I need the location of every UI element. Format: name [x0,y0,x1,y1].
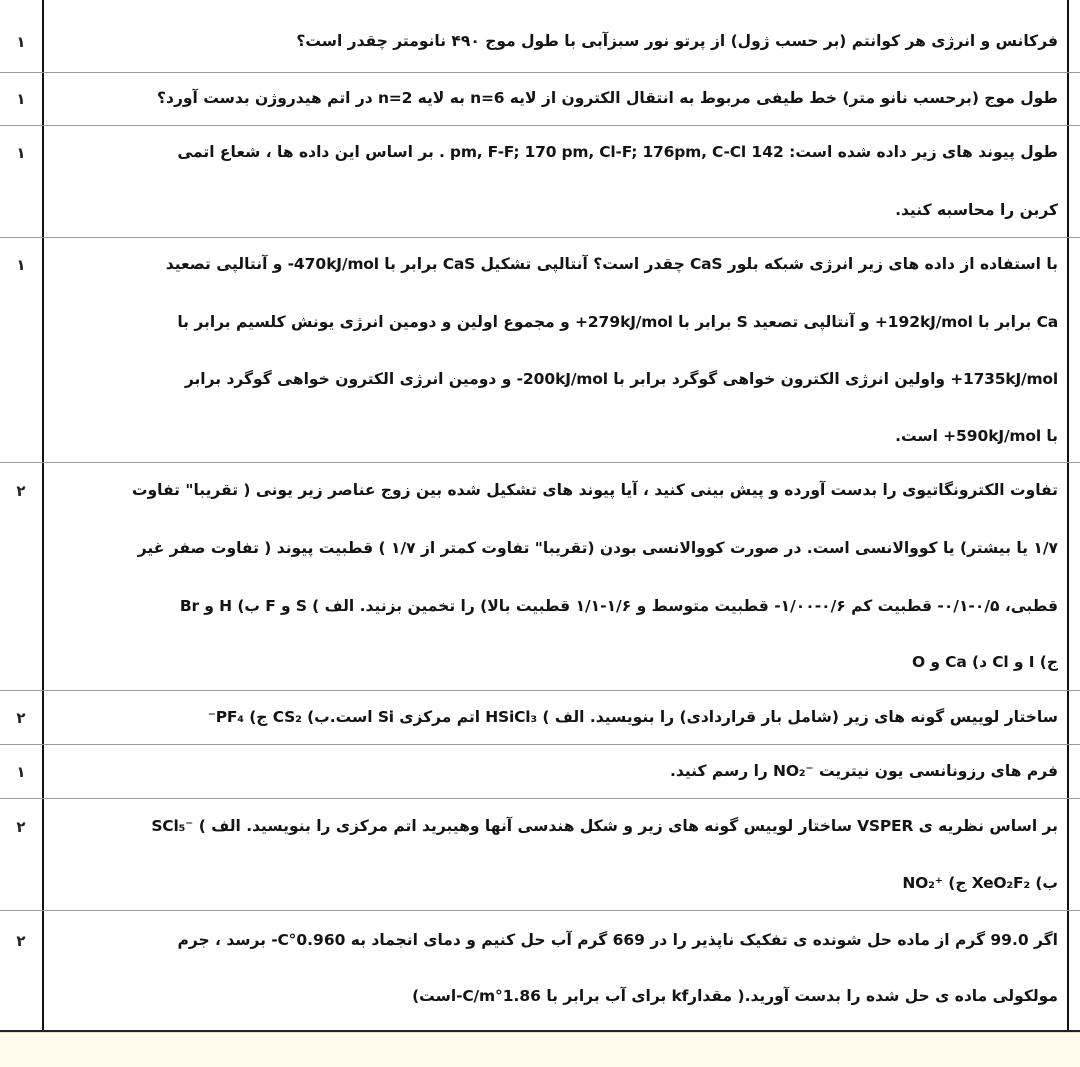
question-1-score: ۱ [16,33,26,51]
question-4-line-2: Ca برابر با 192kJ/mol+ و آنتالپی تصعید S برابر با 279kJ/mol+ و مجموع اولین و دومین انرژی یونش کلسیم برابر با [177,313,1058,331]
question-6-line-1: ساختار لوییس گونه های زیر (شامل بار قراردادی) را بنویسید. الف ) HSiCl₃ اتم مرکزی Si است.ب) CS₂ ج) PF₄⁻ [207,708,1058,726]
question-5-line-3: قطبی، ۰/۵-۰/۱- قطبیت کم ۰/۶-۱/۰۰- قطبیت متوسط و ۱/۶-۱/۱ قطبیت بالا) را تخمین بزنید. الف ) S و F ب) H و Br [179,597,1058,615]
question-3-score: ۱ [16,144,26,162]
question-2-line-1: طول موج (برحسب نانو متر) خط طیفی مربوط به انتقال الکترون از لایه n=6 به لایه n=2 در اتم هیدروژن بدست آورد؟ [157,89,1058,107]
divider [0,690,1080,691]
divider [0,462,1080,463]
question-8-line-2: ب) XeO₂F₂ ج) ⁺NO₂ [902,874,1058,892]
question-3-line-1: طول پیوند های زیر داده شده است: 142 pm, F-F; 170 pm, Cl-F; 176pm, C-Cl . بر اساس این داده ها ، شعاع اتمی [177,143,1058,161]
question-3-line-2: کربن را محاسبه کنید. [895,201,1058,219]
question-5-line-1: تفاوت الکترونگاتیوی را بدست آورده و پیش بینی کنید ، آیا پیوند های تشکیل شده بین زوج عناصر زیر یونی ( تقریبا" تفاوت [131,481,1058,499]
question-4-line-1: با استفاده از داده های زیر انرژی شبکه بلور CaS چقدر است؟ آنتالپی تشکیل CaS برابر با 470kJ/mol- و آنتالپی تصعید [165,255,1058,273]
question-5-score: ۲ [16,482,26,500]
question-8-score: ۲ [16,818,26,836]
question-6-score: ۲ [16,709,26,727]
right-border [1067,0,1069,1032]
question-5-line-4: ج) I و Cl د) Ca و O [911,653,1058,671]
divider [0,125,1080,126]
divider [0,744,1080,745]
question-4-line-3: 1735kJ/mol+ واولین انرژی الکترون خواهی گوگرد برابر با 200kJ/mol- و دومین انرژی الکترون خواهی گوگرد برابر [184,370,1058,388]
question-7-line-1: فرم های رزونانسی یون نیتریت ⁻NO₂ را رسم کنید. [669,762,1058,780]
question-9-line-1: اگر 99.0 گرم از ماده حل شونده ی تفکیک ناپذیر را در 669 گرم آب حل کنیم و دمای انجماد به 0.960°C- برسد ، جرم [177,931,1058,949]
question-8-line-1: بر اساس نظریه ی VSPER ساختار لوییس گونه های زیر و شکل هندسی آنها وهیبرید اتم مرکزی را بنویسید. الف ) ⁻SCl₅ [151,817,1058,835]
question-5-line-2: ۱/۷ یا بیشتر) یا کووالانسی است. در صورت کووالانسی بودن (تقریبا" تفاوت کمتر از ۱/۷ ) قطبیت پیوند ( تفاوت صفر غیر [137,539,1058,557]
question-1-line-1: فرکانس و انرژی هر کوانتم (بر حسب ژول) از پرتو نور سبزآبی با طول موج ۴۹۰ نانومتر چقدر است؟ [296,32,1058,50]
divider [0,798,1080,799]
question-4-score: ۱ [16,256,26,274]
question-7-score: ۱ [16,763,26,781]
divider [0,910,1080,911]
question-9-line-2: مولکولی ماده ی حل شده را بدست آورید.( مقدارkf برای آب برابر با 1.86°C/m-است) [412,987,1058,1005]
footer-band [0,1032,1080,1067]
question-4-line-4: با 590kJ/mol+ است. [895,427,1058,445]
divider [0,237,1080,238]
left-border [42,0,44,1032]
divider [0,72,1080,73]
question-9-score: ۲ [16,932,26,950]
question-2-score: ۱ [16,90,26,108]
